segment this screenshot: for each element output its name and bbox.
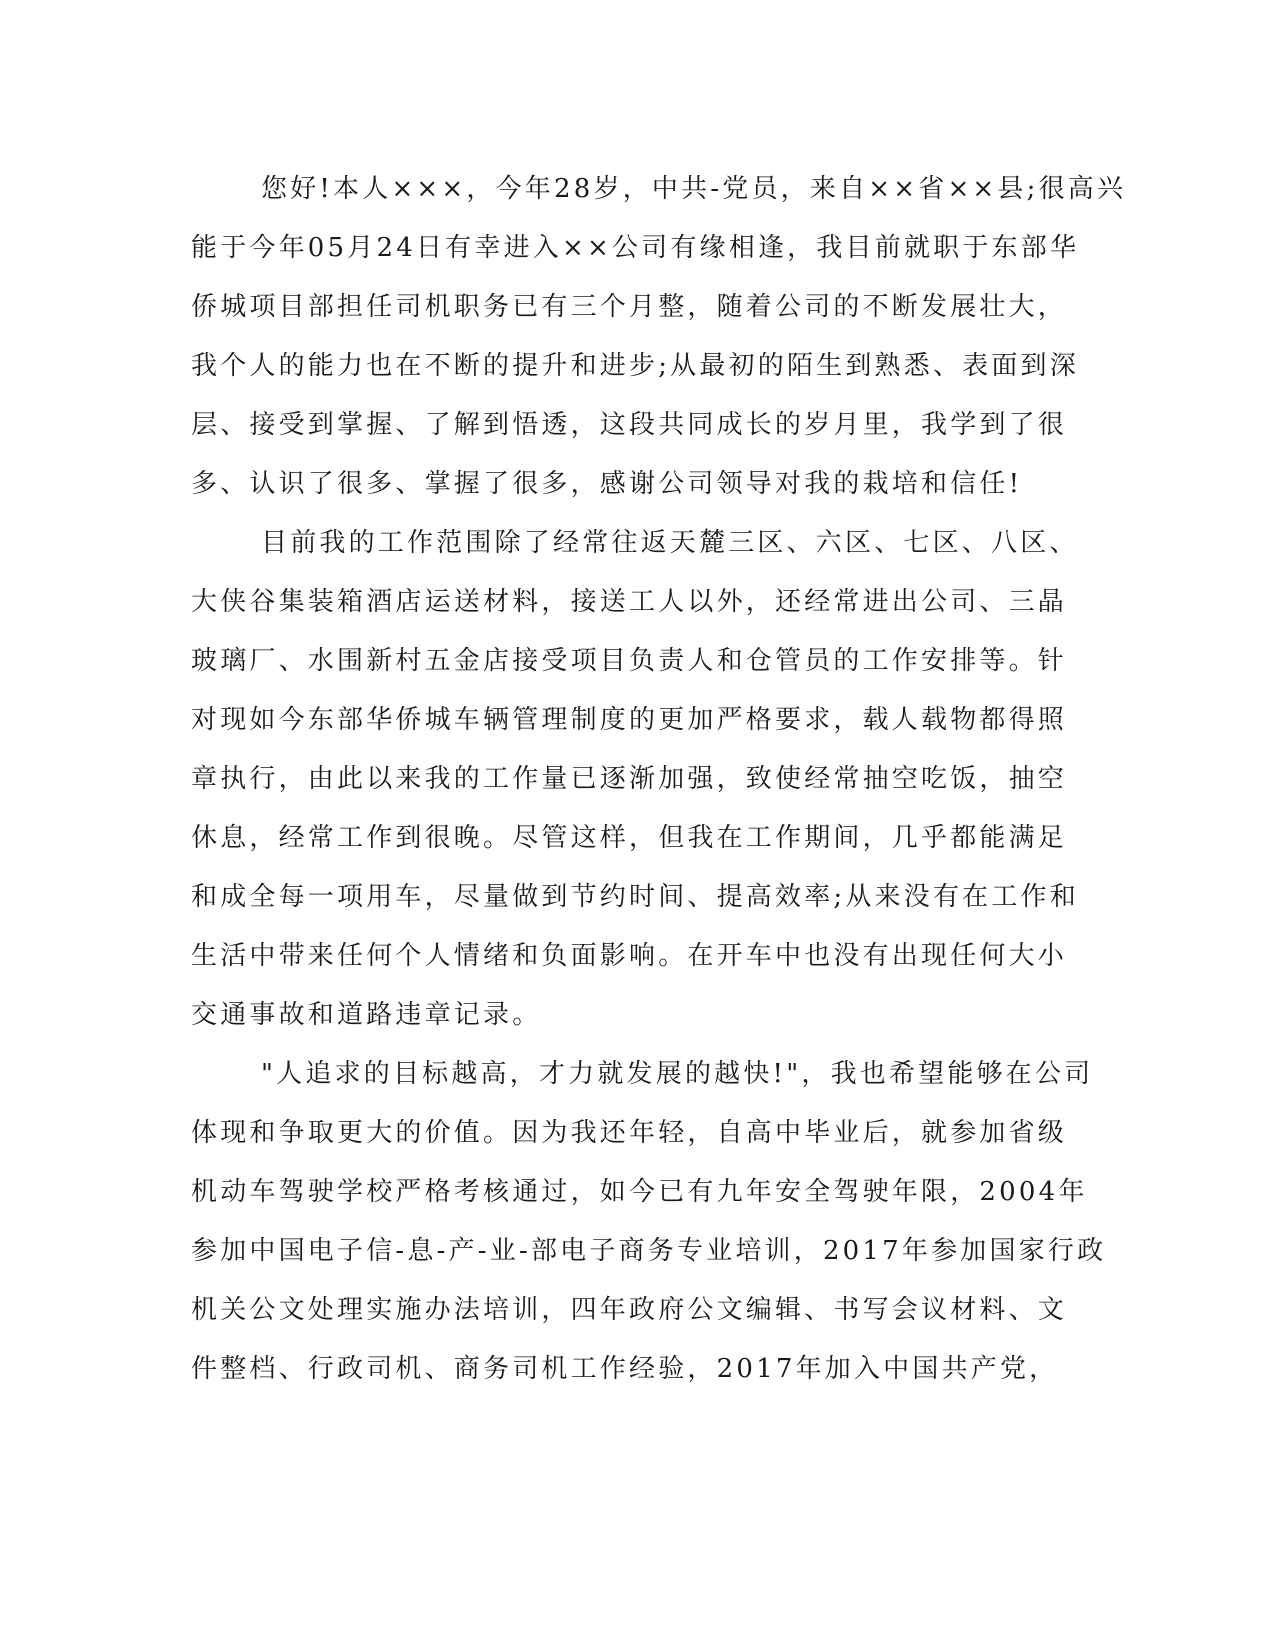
paragraph-1-line-5: 层、接受到掌握、了解到悟透，这段共同成长的岁月里，我学到了很: [191, 410, 1068, 440]
paragraph-2-line-1: 目前我的工作范围除了经常往返天麓三区、六区、七区、八区、: [261, 528, 1079, 558]
paragraph-3-line-3: 机动车驾驶学校严格考核通过，如今已有九年安全驾驶年限，2004年: [191, 1177, 1088, 1207]
paragraph-2-line-6: 休息，经常工作到很晚。尽管这样，但我在工作期间，几乎都能满足: [191, 823, 1068, 853]
paragraph-3-line-4: 参加中国电子信-息-产-业-部电子商务专业培训，2017年参加国家行政: [191, 1236, 1107, 1266]
paragraph-2-line-2: 大侠谷集装箱酒店运送材料，接送工人以外，还经常进出公司、三晶: [191, 587, 1068, 617]
body-text: [191, 160, 1127, 1399]
paragraph-1-line-6: 多、认识了很多、掌握了很多，感谢公司领导对我的栽培和信任!: [191, 469, 1023, 499]
paragraph-2-line-7: 和成全每一项用车，尽量做到节约时间、提高效率;从来没有在工作和: [191, 882, 1079, 912]
paragraph-1-line-2: 能于今年05月24日有幸进入××公司有缘相逢，我目前就职于东部华: [191, 233, 1080, 263]
paragraph-2-line-3: 玻璃厂、水围新村五金店接受项目负责人和仓管员的工作安排等。针: [191, 646, 1068, 676]
paragraph-1-line-4: 我个人的能力也在不断的提升和进步;从最初的陌生到熟悉、表面到深: [191, 351, 1079, 381]
paragraph-2-line-9: 交通事故和道路违章记录。: [191, 1000, 542, 1030]
paragraph-3-line-5: 机关公文处理实施办法培训，四年政府公文编辑、书写会议材料、文: [191, 1295, 1068, 1325]
paragraph-3-line-1: "人追求的目标越高，才力就发展的越快!"，我也希望能够在公司: [261, 1059, 1094, 1089]
paragraph-3-line-2: 体现和争取更大的价值。因为我还年轻，自高中毕业后，就参加省级: [191, 1118, 1068, 1148]
paragraph-1-line-3: 侨城项目部担任司机职务已有三个月整，随着公司的不断发展壮大，: [191, 292, 1068, 322]
paragraph-3-line-6: 件整档、行政司机、商务司机工作经验，2017年加入中国共产党，: [191, 1354, 1059, 1384]
paragraph-1-line-1: 您好!本人×××，今年28岁，中共-党员，来自××省××县;很高兴: [261, 174, 1127, 204]
paragraph-2-line-5: 章执行，由此以来我的工作量已逐渐加强，致使经常抽空吃饭，抽空: [191, 764, 1068, 794]
paragraph-2-line-8: 生活中带来任何个人情绪和负面影响。在开车中也没有出现任何大小: [191, 941, 1068, 971]
paragraph-2-line-4: 对现如今东部华侨城车辆管理制度的更加严格要求，载人载物都得照: [191, 705, 1068, 735]
